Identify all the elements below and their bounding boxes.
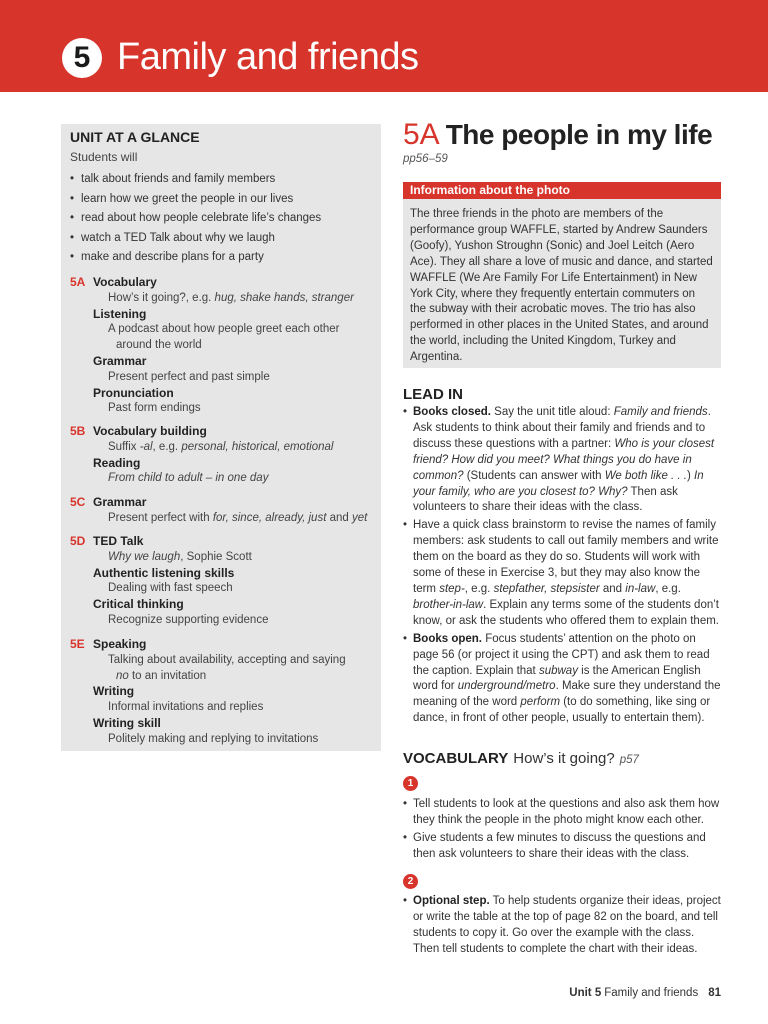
glance-goals-list	[70, 170, 321, 268]
lesson-code: 5C	[70, 495, 86, 509]
lesson-code: 5A	[70, 275, 86, 289]
photo-info-heading: Information about the photo	[403, 182, 721, 199]
skill-heading: Vocabulary building	[93, 424, 207, 438]
skill-detail: Talking about availability, accepting and saying	[108, 653, 346, 666]
exercise-item: • Optional step. To help students organize their ideas, project or write the table at the top of page 82 on the board, and tell students to copy it. Go over the example with the class. Then tell students to complete the chart with their ideas.	[403, 894, 723, 958]
lead-in-item: • Books closed. Say the unit title aloud: Family and friends. Ask students to think about their family and friends and to discuss these questions with a partner: Who is your closest friend? How did you meet? What things you do have in common? (Students can answer with We both like . . .) In your family, who are you closest to? Why? Then ask volunteers to share their ideas with the class.	[403, 405, 723, 516]
skill-heading: TED Talk	[93, 534, 144, 548]
skill-heading: Authentic listening skills	[93, 565, 235, 580]
exercise-2-number: 2	[403, 874, 418, 889]
page-number: 81	[708, 987, 721, 999]
skill-detail: Present perfect with for, since, already, just and yet	[108, 511, 368, 524]
skill-detail: A podcast about how people greet each other	[108, 323, 340, 336]
photo-info-text: The three friends in the photo are members of the performance group WAFFLE, started by Andrew Saunders (Goofy), Yushon Stroughn (Sonic) and Joel Leitch (Aero Ace). They all share a love of music and dance, and started WAFFLE (We Are Family For Life Entertainment) in New York City, where they frequently entertain commuters on the subway with their acrobatic moves. The trio has also performed in other places in the United States, and around the world, including the United Kingdom, Turkey and Argentina.	[410, 208, 713, 364]
page-footer	[569, 987, 721, 999]
skill-detail: Politely making and replying to invitations	[108, 732, 319, 745]
lead-in-item: • Books open. Focus students’ attention on the photo on page 56 (or project it using the CPT) and ask them to read the caption. Explain that subway is the American English word for underground/metro. Make sure they understand the meaning of the word perform (to do something, like sing or dance, in front of other people, usually to entertain them).	[403, 632, 723, 727]
lesson-code: 5D	[70, 534, 86, 548]
skill-heading: Writing skill	[93, 715, 161, 730]
footer-unit: Unit 5	[569, 987, 602, 999]
glance-heading: UNIT AT A GLANCE	[70, 129, 200, 145]
skill-heading: Reading	[93, 455, 141, 470]
skill-detail: Recognize supporting evidence	[108, 613, 269, 626]
photo-info-box	[403, 182, 721, 368]
skill-detail: no to an invitation	[116, 669, 207, 682]
lesson-title	[403, 118, 723, 152]
lead-in-list	[403, 405, 723, 729]
skill-detail: From child to adult – in one day	[108, 472, 269, 485]
footer-title: Family and friends	[604, 987, 699, 999]
lesson-code: 5B	[70, 424, 86, 438]
skill-heading: Pronunciation	[93, 385, 174, 400]
skill-heading: Speaking	[93, 637, 147, 651]
skill-detail: Suffix -al, e.g. personal, historical, emotional	[108, 440, 334, 453]
skill-detail: Present perfect and past simple	[108, 370, 270, 383]
skill-heading: Writing	[93, 684, 135, 699]
glance-intro: Students will	[70, 150, 138, 164]
goal-item: • watch a TED Talk about why we laugh	[70, 229, 321, 249]
exercise-2-list	[403, 894, 723, 960]
exercise-1-list	[403, 797, 723, 865]
skill-heading: Vocabulary	[93, 275, 157, 289]
unit-banner	[0, 0, 768, 92]
skill-detail: Why we laugh, Sophie Scott	[108, 550, 252, 563]
goal-item: • learn how we greet the people in our lives	[70, 190, 321, 210]
exercise-1-number: 1	[403, 776, 418, 791]
skill-detail: Past form endings	[108, 402, 201, 415]
skill-detail: How’s it going?, e.g. hug, shake hands, stranger	[108, 291, 354, 304]
lesson-code: 5E	[70, 637, 85, 651]
goal-item: • make and describe plans for a party	[70, 248, 321, 268]
skill-heading: Critical thinking	[93, 597, 184, 612]
lesson-title-code: 5A	[403, 118, 440, 151]
vocabulary-subtitle: How’s it going?	[513, 750, 615, 767]
vocabulary-heading: VOCABULARY How’s it going? p57	[403, 750, 639, 767]
skill-heading: Grammar	[93, 495, 147, 509]
goal-item: • talk about friends and family members	[70, 170, 321, 190]
skill-detail: Informal invitations and replies	[108, 701, 264, 714]
goal-item: • read about how people celebrate life’s changes	[70, 209, 321, 229]
lesson-title-text: The people in my life	[445, 119, 713, 150]
lead-in-heading: LEAD IN	[403, 386, 463, 403]
lead-in-item: • Have a quick class brainstorm to revise the names of family members: ask students to call out family members and write them on the board as they do so. Students will work with some of these in Exercise 3, but they may also know the term step-, e.g. stepfather, stepsister and in-law, e.g. brother-in-law. Explain any terms some of the students don’t know, or ask the students who offered them to explain them.	[403, 518, 723, 629]
unit-at-a-glance-panel	[61, 124, 381, 751]
vocabulary-page: p57	[619, 754, 639, 766]
unit-number-badge: 5	[62, 38, 102, 78]
skill-heading: Listening	[93, 306, 147, 321]
lesson-pages: pp56–59	[403, 153, 448, 165]
skill-heading: Grammar	[93, 353, 147, 368]
exercise-item: • Tell students to look at the questions and also ask them how they think the people in the photo might know each other.	[403, 797, 723, 829]
unit-title: Family and friends	[117, 36, 419, 78]
skill-detail: Dealing with fast speech	[108, 582, 233, 595]
exercise-item: • Give students a few minutes to discuss the questions and then ask volunteers to share their ideas with the class.	[403, 831, 723, 863]
skill-detail: around the world	[116, 339, 202, 352]
